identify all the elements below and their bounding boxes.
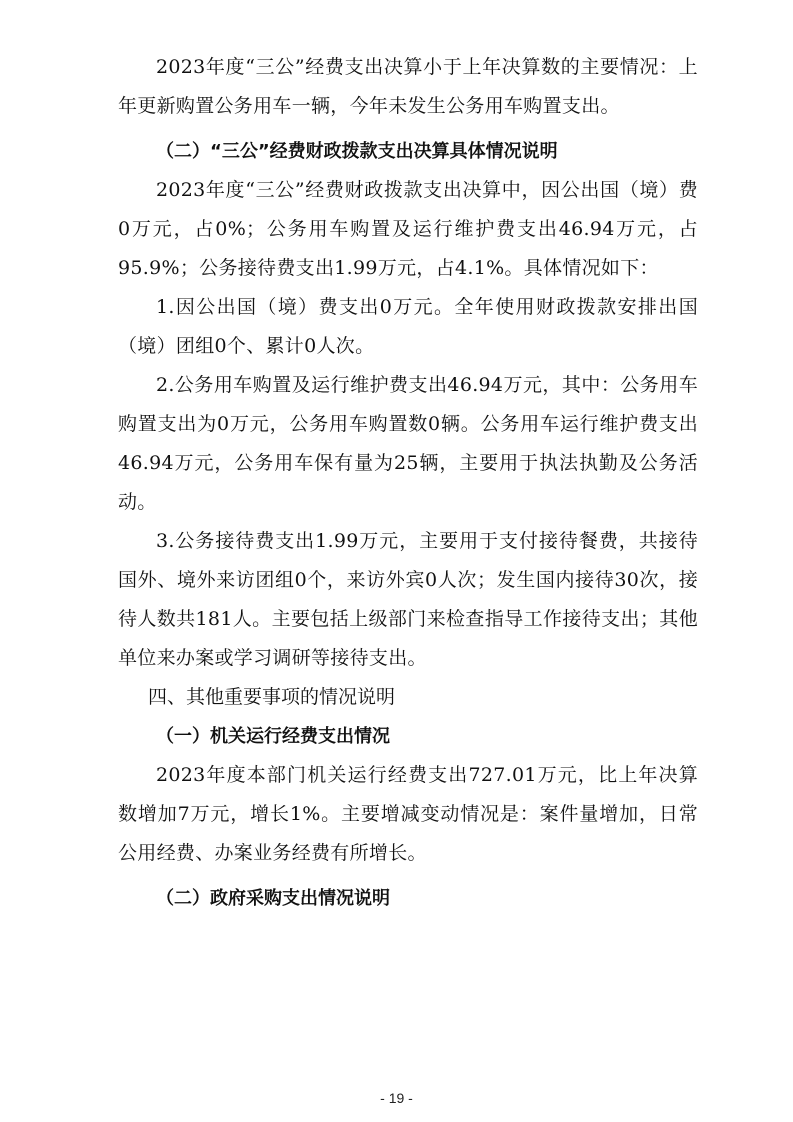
paragraph-operating-expenses: 2023年度本部门机关运行经费支出727.01万元，比上年决算数增加7万元，增长1%。主要增减变动情况是：案件量增加，日常公用经费、办案业务经费有所增长。 <box>118 764 698 864</box>
subsection-heading-procurement: （二）政府采购支出情况说明 <box>156 888 390 909</box>
document-body <box>118 48 698 918</box>
section-heading-other-matters: 四、其他重要事项的情况说明 <box>148 686 396 708</box>
paragraph-sangong-decrease-reason: 2023年度“三公”经费支出决算小于上年决算数的主要情况：上年更新购置公务用车一辆，今年未发生公务用车购置支出。 <box>118 56 698 117</box>
section-heading-sangong-details: （二）“三公”经费财政拨款支出决算具体情况说明 <box>156 141 558 162</box>
paragraph-official-vehicles: 2.公务用车购置及运行维护费支出46.94万元，其中：公务用车购置支出为0万元，公务用车购置数0辆。公务用车运行维护费支出46.94万元，公务用车保有量为25辆，主要用于执法执勤及公务活动。 <box>118 374 698 513</box>
paragraph-overseas-travel: 1.因公出国（境）费支出0万元。全年使用财政拨款安排出国（境）团组0个、累计0人次。 <box>118 296 698 357</box>
paragraph-sangong-summary: 2023年度“三公”经费财政拨款支出决算中，因公出国（境）费0万元，占0%；公务用车购置及运行维护费支出46.94万元，占95.9%；公务接待费支出1.99万元，占4.1%。具体情况如下： <box>118 179 698 279</box>
page-number: - 19 - <box>380 1090 413 1106</box>
subsection-heading-operating-expenses: （一）机关运行经费支出情况 <box>156 726 390 747</box>
paragraph-official-reception: 3.公务接待费支出1.99万元，主要用于支付接待餐费，共接待国外、境外来访团组0个，来访外宾0人次；发生国内接待30次，接待人数共181人。主要包括上级部门来检查指导工作接待支出；其他单位来办案或学习调研等接待支出。 <box>118 530 698 669</box>
